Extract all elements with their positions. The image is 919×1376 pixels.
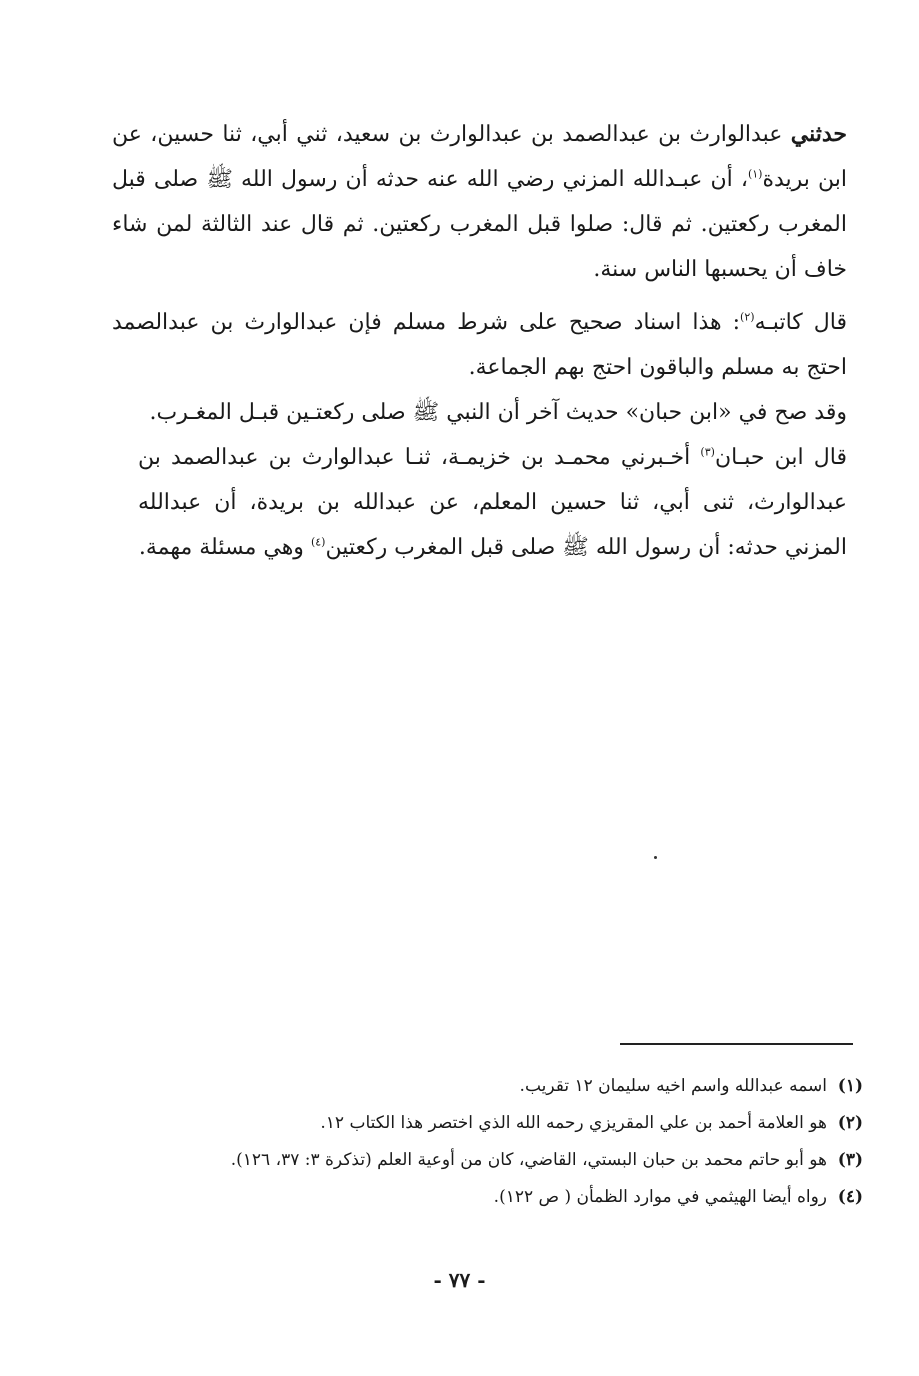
footnotes-section xyxy=(150,1068,863,1216)
paragraph-ibn-hibban-note xyxy=(112,390,847,435)
paragraph-lead-word: حدثني xyxy=(790,121,847,147)
paragraph-text: قال ابن حبـان xyxy=(714,445,847,470)
page-speck xyxy=(654,856,657,859)
paragraph-hadith-narration xyxy=(112,112,847,292)
footnote-marker[interactable]: (٣) xyxy=(700,445,715,459)
footnote-text: رواه أيضا الهيثمي في موارد الظمأن ( ص ١٢٢). xyxy=(493,1187,827,1207)
footnote-text: هو العلامة أحمد بن علي المقريزي رحمه الله الذي اختصر هذا الكتاب ١٢. xyxy=(320,1113,827,1133)
paragraph-text: أخـبرني محمـد بن خزيمـة، ثنـا عبدالوارث بن عبدالصمد بن عبدالوارث، ثنى أبي، ثنا حسين المعلم، عن عبدالله بن بريدة، أن عبدالله المزني حدثه: أن رسول الله ﷺ صلى قبل المغرب ركعتين xyxy=(138,445,847,560)
footnote-number: (٤) xyxy=(837,1187,863,1207)
paragraph-text: عبدالوارث بن عبدالصمد بن عبدالوارث بن سعيد، ثني أبي، ثنا حسين، عن ابن بريدة xyxy=(112,122,847,192)
footnote-text: اسمه عبدالله واسم اخيه سليمان ١٢ تقريب. xyxy=(519,1076,827,1096)
paragraph-ibn-hibban-narration xyxy=(112,435,847,570)
paragraph-text: ، أن عبـدالله المزني رضي الله عنه حدثه أن رسول الله ﷺ صلى قبل المغرب ركعتين. ثم قال: صلوا قبل المغرب ركعتين. ثم قال عند الثالثة لمن شاء خاف أن يحسبها الناس سنة. xyxy=(112,167,847,282)
footnote-item xyxy=(150,1142,863,1179)
footnote-divider xyxy=(620,1043,853,1045)
footnote-marker[interactable]: (١) xyxy=(747,167,763,181)
main-text-body xyxy=(112,112,847,570)
footnote-number: (١) xyxy=(837,1076,863,1096)
paragraph-text: وقد صح في «ابن حبان» حديث آخر أن النبي ﷺ صلى ركعتـين قبـل المغـرب. xyxy=(149,400,847,425)
paragraph-text: قال كاتبـه xyxy=(754,310,847,335)
footnote-marker[interactable]: (٤) xyxy=(310,535,326,549)
paragraph-text: وهي مسئلة مهمة. xyxy=(138,535,311,560)
footnote-item xyxy=(150,1068,863,1105)
footnote-number: (٣) xyxy=(837,1150,863,1170)
page-number: - ٧٧ - xyxy=(433,1268,486,1292)
footnote-text: هو أبو حاتم محمد بن حبان البستي، القاضي، كان من أوعية العلم (تذكرة ٣: ٣٧، ١٢٦). xyxy=(230,1150,827,1170)
paragraph-author-comment xyxy=(112,300,847,390)
footnote-number: (٢) xyxy=(837,1113,863,1133)
footnote-marker[interactable]: (٢) xyxy=(740,310,755,324)
footnote-item xyxy=(150,1105,863,1142)
footnote-item xyxy=(150,1179,863,1216)
paragraph-text: : هذا اسناد صحيح على شرط مسلم فإن عبدالوارث بن عبدالصمد احتج به مسلم والباقون احتج بهم الجماعة. xyxy=(112,310,847,380)
